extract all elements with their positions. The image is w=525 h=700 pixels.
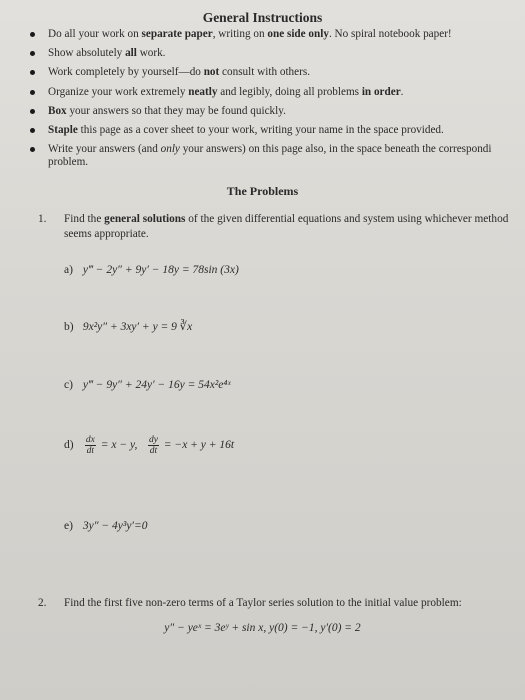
part-c bbox=[64, 379, 231, 391]
part-label: d) bbox=[64, 439, 74, 452]
problem-text: Find the general solutions of the given differential equations and system using whichever method seems appropriate. bbox=[64, 213, 509, 240]
equation: = −x + y + 16t bbox=[163, 439, 235, 452]
problem-1 bbox=[38, 212, 523, 242]
list-item: Work completely by yourself—do not consult with others. bbox=[22, 66, 522, 79]
equation: = x − y, bbox=[100, 439, 138, 452]
fraction-dy-dt: $\frac{dy}{dt}$ bbox=[148, 435, 158, 456]
part-d bbox=[64, 435, 234, 456]
part-label: a) bbox=[64, 264, 73, 276]
part-b bbox=[64, 319, 192, 333]
part-label: b) bbox=[64, 321, 74, 333]
section-title: The Problems bbox=[226, 184, 299, 198]
part-label: e) bbox=[64, 520, 73, 532]
bullet-icon bbox=[30, 109, 35, 114]
bullet-icon bbox=[30, 70, 35, 75]
list-item: Write your answers (and only your answers) on this page also, in the space beneath the correspondi problem. bbox=[22, 143, 522, 169]
bullet-icon bbox=[30, 128, 35, 133]
part-e bbox=[64, 520, 147, 532]
problem-text: Find the first five non-zero terms of a Taylor series solution to the initial value problem: bbox=[64, 597, 462, 609]
fraction-dx-dt: $\frac{dx}{dt}$ bbox=[85, 435, 95, 456]
equation: y″ − yeˣ = 3eʸ + sin x, y(0) = −1, y′(0) = 2 bbox=[164, 622, 361, 634]
list-item: Organize your work extremely neatly and legibly, doing all problems in order. bbox=[22, 86, 522, 99]
list-item: Box your answers so that they may be found quickly. bbox=[22, 105, 522, 118]
list-item: Show absolutely all work. bbox=[22, 47, 522, 60]
equation: y‴ − 9y″ + 24y′ − 16y = 54x²e⁴ˣ bbox=[82, 379, 231, 391]
equation: 3y″ − 4y³y′=0 bbox=[82, 520, 148, 532]
equation: 9x²y″ + 3xy′ + y = 9 ∛x bbox=[82, 321, 193, 333]
problem-number: 2. bbox=[38, 597, 47, 609]
problem-number: 1. bbox=[38, 213, 47, 225]
initial-value-problem bbox=[0, 622, 525, 634]
list-item: Staple this page as a cover sheet to your work, writing your name in the space provided. bbox=[22, 124, 522, 137]
instructions-list bbox=[22, 28, 522, 175]
page-title: General Instructions bbox=[202, 10, 323, 25]
bullet-icon bbox=[30, 32, 35, 37]
bullet-icon bbox=[30, 147, 35, 152]
problem-2 bbox=[38, 596, 523, 611]
equation: y‴ − 2y″ + 9y′ − 18y = 78sin (3x) bbox=[82, 264, 239, 276]
bullet-icon bbox=[30, 51, 35, 56]
bullet-icon bbox=[30, 90, 35, 95]
part-a bbox=[64, 264, 239, 276]
part-label: c) bbox=[64, 379, 73, 391]
list-item: Do all your work on separate paper, writing on one side only. No spiral notebook paper! bbox=[22, 28, 522, 41]
